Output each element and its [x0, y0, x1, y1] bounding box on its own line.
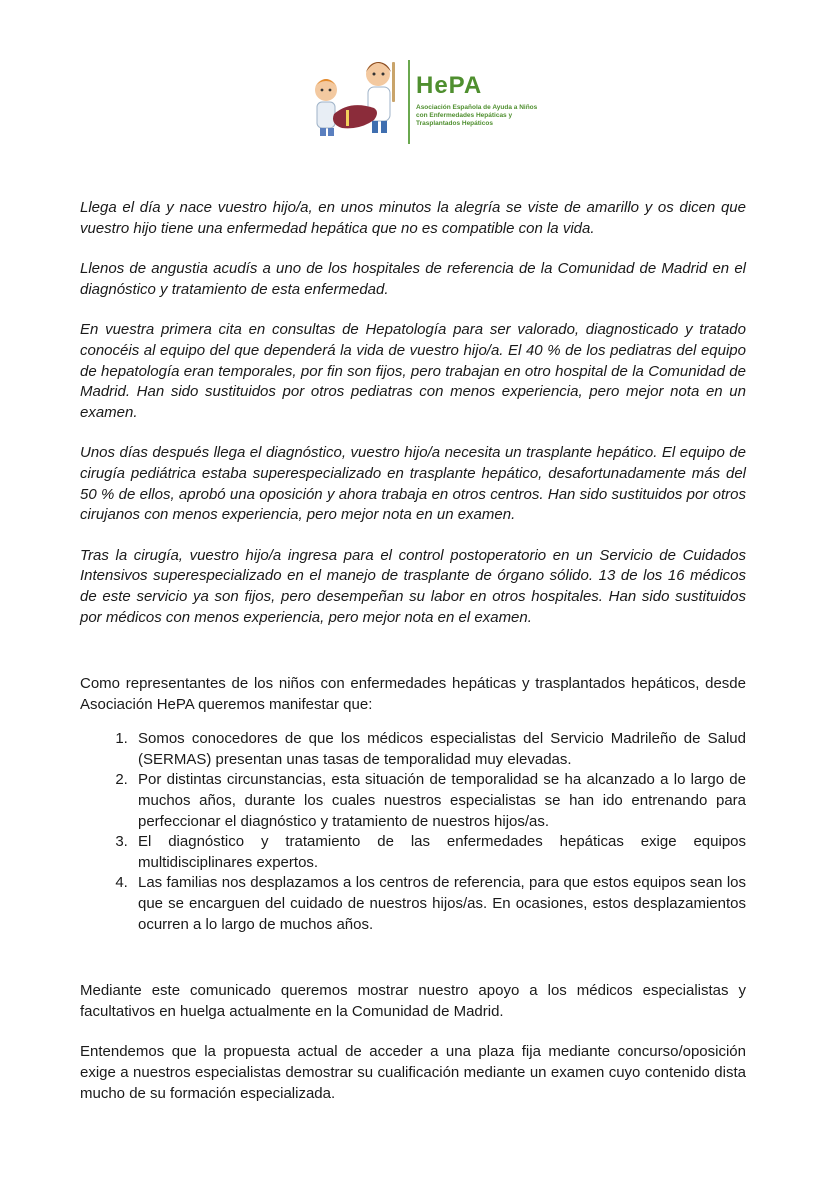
- children-doctors-liver-illustration: [300, 52, 408, 144]
- narrative-paragraph: Llega el día y nace vuestro hijo/a, en unos minutos la alegría se viste de amarillo y os dicen que vuestro hijo tiene una enfermedad hepática que no es compatible con la vida.: [80, 199, 746, 237]
- logo-divider: [408, 60, 410, 144]
- narrative-paragraph: Unos días después llega el diagnóstico, vuestro hijo/a necesita un trasplante hepático. El equipo de cirugía pediátrica estaba superespecializado en trasplante hepático, desafortunadamente más del 50 % de ellos, aprobó una oposición y ahora trabaja en otros centros. Han sido sustituidos por otros cirujanos con menos experiencia, pero mejor nota en un examen.: [80, 444, 746, 524]
- narrative-paragraph: Llenos de angustia acudís a uno de los hospitales de referencia de la Comunidad de Madrid en el diagnóstico y tratamiento de esta enfermedad.: [80, 260, 746, 298]
- document-body: [80, 198, 746, 1124]
- closing-paragraph: Mediante este comunicado queremos mostrar nuestro apoyo a los médicos especialistas y facultativos en huelga actualmente en la Comunidad de Madrid.: [80, 982, 746, 1020]
- list-item: 1. Somos conocedores de que los médicos especialistas del Servicio Madrileño de Salud (SERMAS) presentan unas tasas de temporalidad muy elevadas.: [132, 729, 746, 770]
- list-item: 4. Las familias nos desplazamos a los centros de referencia, para que estos equipos sean los que se encarguen del cuidado de nuestros hijos/as. En ocasiones, estos desplazamientos ocurren a lo largo de muchos años.: [132, 873, 746, 935]
- list-item: 3. El diagnóstico y tratamiento de las enfermedades hepáticas exige equipos multidisciplinares expertos.: [132, 832, 746, 873]
- list-item: 2. Por distintas circunstancias, esta situación de temporalidad se ha alcanzado a lo largo de muchos años, durante los cuales nuestros especialistas se han ido entrenando para perfeccionar el diagnóstico y tratamiento de nuestros hijos/as.: [132, 770, 746, 832]
- narrative-paragraph: En vuestra primera cita en consultas de Hepatología para ser valorado, diagnosticado y tratado conocéis al equipo del que dependerá la vida de vuestro hijo/a. El 40 % de los pediatras del equipo de hepatología eran temporales, por fin son fijos, pero trabajan en otro hospital de la Comunidad de Madrid. Han sido sustituidos por otros pediatras con menos experiencia, pero mejor nota en un examen.: [80, 321, 746, 421]
- manifesto-list: [80, 729, 746, 935]
- closing-paragraph: Entendemos que la propuesta actual de acceder a una plaza fija mediante concurso/oposición exige a nuestros especialistas demostrar su cualificación mediante un examen cuyo contenido dista mucho de su formación especializada.: [80, 1043, 746, 1102]
- section-spacer: [80, 955, 746, 981]
- intro-paragraph: Como representantes de los niños con enfermedades hepáticas y trasplantados hepáticos, desde Asociación HePA queremos manifestar que:: [80, 675, 746, 713]
- narrative-paragraph: Tras la cirugía, vuestro hijo/a ingresa para el control postoperatorio en un Servicio de Cuidados Intensivos superespecializado en el manejo de trasplante de órgano sólido. 13 de los 16 médicos de este servicio ya son fijos, pero desempeñan su labor en otros hospitales. Han sido sustituidos por médicos con menos experiencia, pero mejor nota en el examen.: [80, 546, 746, 626]
- logo-name: HePA: [416, 72, 483, 99]
- section-spacer: [80, 648, 746, 674]
- logo-subtitle: Asociación Española de Ayuda a Niños con Enfermedades Hepáticas y Trasplantados Hepáticos: [416, 104, 538, 127]
- hepa-logo: [300, 52, 540, 144]
